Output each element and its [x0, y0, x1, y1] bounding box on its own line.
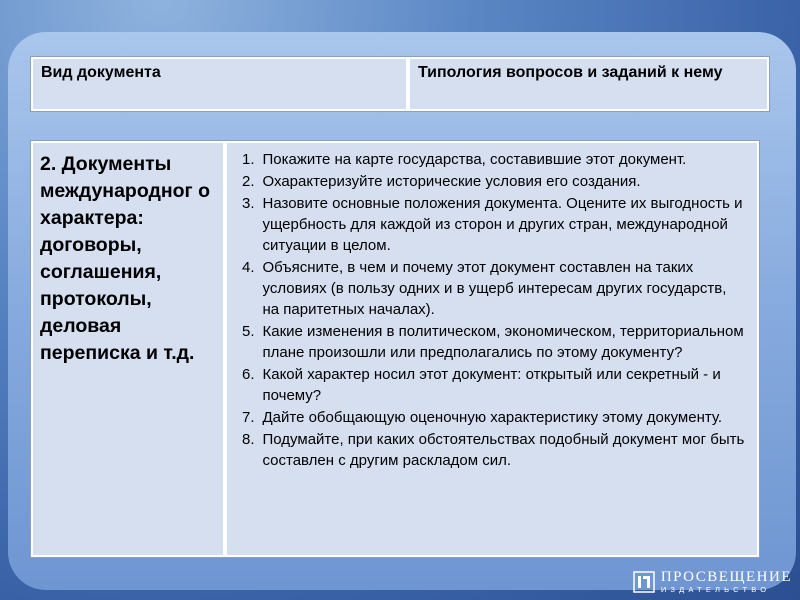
header-document-type: Вид документа [31, 57, 408, 111]
logo-subtitle: ИЗДАТЕЛЬСТВО [660, 585, 771, 594]
prosveshchenie-logo-icon [633, 571, 655, 593]
item-number: 7. [241, 409, 255, 426]
item-number: 8. [241, 431, 255, 448]
list-item [231, 171, 748, 192]
item-number: 4. [241, 259, 255, 276]
item-text: Дайте обобщающую оценочную характеристику этому документу. [262, 409, 723, 426]
logo-title: ПРОСВЕЩЕНИЕ [660, 569, 792, 585]
item-number: 5. [241, 323, 255, 340]
item-number: 2. [241, 173, 255, 190]
header-question-typology: Типология вопросов и заданий к нему [408, 57, 769, 111]
item-text: Какие изменения в политическом, экономическом, территориальном плане произошли или предполагались по этому документу? [262, 323, 744, 361]
item-text: Покажите на карте государства, составившие этот документ. [262, 151, 687, 168]
list-item [231, 257, 748, 320]
header-table [30, 56, 770, 112]
publisher-logo [633, 570, 792, 594]
item-number: 1. [241, 151, 255, 168]
list-item [231, 407, 748, 428]
questions-list [231, 149, 748, 471]
list-item [231, 193, 748, 256]
item-text: Объясните, в чем и почему этот документ составлен на таких условиях (в пользу одних и в ущерб интересам других государств, на паритетных началах). [262, 259, 727, 318]
list-item [231, 429, 748, 471]
item-text: Подумайте, при каких обстоятельствах подобный документ мог быть составлен с другим раскладом сил. [262, 431, 745, 469]
content-table [30, 140, 760, 558]
item-text: Какой характер носил этот документ: открытый или секретный - и почему? [262, 366, 721, 404]
item-number: 3. [241, 195, 255, 212]
item-text: Охарактеризуйте исторические условия его создания. [262, 173, 641, 190]
item-number: 6. [241, 366, 255, 383]
list-item [231, 321, 748, 363]
list-item [231, 149, 748, 170]
document-category: 2. Документы международног о характера: договоры, соглашения, протоколы, деловая переписка и т.д. [31, 141, 225, 557]
questions-cell [225, 141, 760, 557]
list-item [231, 364, 748, 406]
item-text: Назовите основные положения документа. Оцените их выгодность и ущербность для каждой из сторон и других стран, международной ситуации в целом. [262, 195, 743, 254]
